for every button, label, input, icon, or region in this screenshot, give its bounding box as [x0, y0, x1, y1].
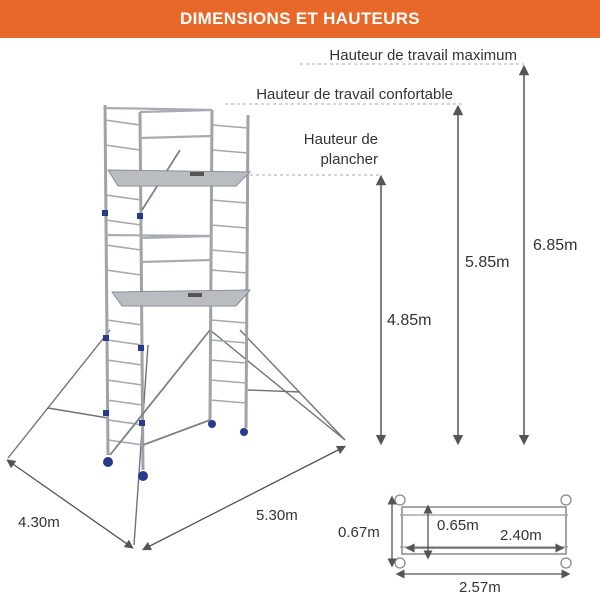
scaffold-tower: [8, 105, 345, 545]
base-inner-length-label: 2.40m: [500, 527, 542, 544]
banner-title: DIMENSIONS ET HAUTEURS: [180, 9, 420, 28]
base-plan: [395, 495, 571, 568]
caster-wheels: [103, 420, 248, 481]
height-floor-label-line2: plancher: [320, 151, 378, 168]
height-floor-value: 4.85m: [387, 312, 432, 329]
ladder-rungs: [105, 120, 248, 445]
footprint-dimensions: [10, 448, 342, 548]
base-inner-depth-label: 0.65m: [437, 517, 479, 534]
height-comfort-value: 5.85m: [465, 254, 510, 271]
base-outer-length-label: 2.57m: [459, 579, 501, 596]
platform-upper: [108, 170, 250, 186]
footprint-length-label: 5.30m: [256, 507, 298, 524]
base-outer-depth-label: 0.67m: [338, 524, 380, 541]
footprint-depth-label: 4.30m: [18, 514, 60, 531]
height-max-label: Hauteur de travail maximum: [329, 47, 517, 64]
height-max-value: 6.85m: [533, 237, 578, 254]
height-floor-label-line1: Hauteur de: [303, 131, 378, 148]
height-comfort-label: Hauteur de travail confortable: [256, 86, 453, 103]
platform-lower: [112, 290, 250, 306]
